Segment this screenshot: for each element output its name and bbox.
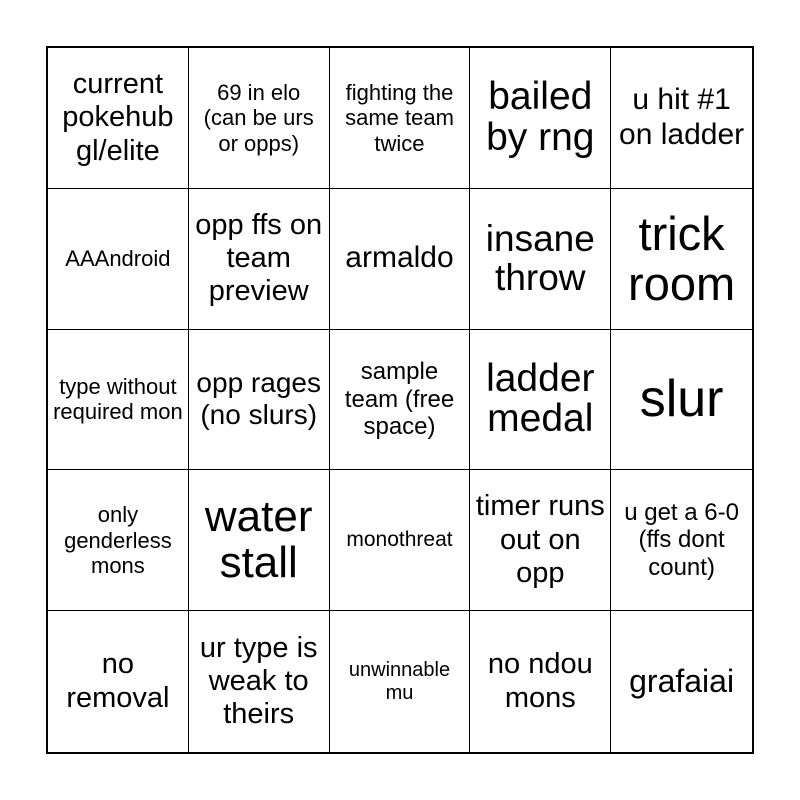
bingo-cell-bailed-by-rng[interactable] <box>470 48 611 189</box>
bingo-cell-grafaiai[interactable] <box>611 611 752 752</box>
cell-text: monothreat <box>346 528 453 552</box>
bingo-cell-trick-room[interactable] <box>611 189 752 330</box>
bingo-cell-timer-runs-out[interactable] <box>470 470 611 611</box>
cell-text: armaldo <box>345 241 454 275</box>
cell-text: fighting the same team twice <box>345 79 454 156</box>
cell-text: ur type is weak to theirs <box>199 631 318 731</box>
bingo-cell-unwinnable-mu[interactable] <box>330 611 471 752</box>
cell-text: 69 in elo (can be urs or opps) <box>203 79 314 156</box>
cell-text: opp rages (no slurs) <box>196 367 321 431</box>
cell-text: bailed by rng <box>486 74 595 159</box>
bingo-cell-opp-rages[interactable] <box>189 330 330 471</box>
bingo-cell-type-weak-to-theirs[interactable] <box>189 611 330 752</box>
bingo-cell-armaldo[interactable] <box>330 189 471 330</box>
cell-text: water stall <box>204 492 313 588</box>
bingo-cell-aaandroid[interactable] <box>48 189 189 330</box>
cell-text: current pokehub gl/elite <box>62 67 174 167</box>
bingo-cell-free-space[interactable] <box>330 330 471 471</box>
bingo-cell-slur[interactable] <box>611 330 752 471</box>
cell-text: no removal <box>66 648 170 714</box>
cell-text: sample team (free space) <box>344 358 455 441</box>
cell-text: timer runs out on opp <box>475 490 605 589</box>
cell-text: unwinnable mu <box>348 658 451 704</box>
cell-text: no ndou mons <box>487 648 593 714</box>
cell-text: slur <box>639 369 724 428</box>
bingo-cell-opp-ffs-team-preview[interactable] <box>189 189 330 330</box>
cell-text: opp ffs on team preview <box>195 208 323 308</box>
cell-text: grafaiai <box>629 663 735 700</box>
bingo-cell-u-get-6-0[interactable] <box>611 470 752 611</box>
bingo-cell-water-stall[interactable] <box>189 470 330 611</box>
cell-text: ladder medal <box>486 356 595 441</box>
cell-text: AAAndroid <box>65 246 171 272</box>
bingo-cell-no-ndou-mons[interactable] <box>470 611 611 752</box>
cell-text: trick room <box>628 207 736 310</box>
bingo-cell-current-pokehub[interactable] <box>48 48 189 189</box>
cell-text: u hit #1 on ladder <box>619 83 745 151</box>
bingo-cell-u-hit-1-on-ladder[interactable] <box>611 48 752 189</box>
bingo-cell-monothreat[interactable] <box>330 470 471 611</box>
cell-text: only genderless mons <box>64 502 172 578</box>
bingo-cell-ladder-medal[interactable] <box>470 330 611 471</box>
cell-text: u get a 6-0 (ffs dont count) <box>624 498 739 582</box>
bingo-cell-type-without-required-mon[interactable] <box>48 330 189 471</box>
bingo-cell-no-removal[interactable] <box>48 611 189 752</box>
bingo-cell-insane-throw[interactable] <box>470 189 611 330</box>
cell-text: type without required mon <box>53 374 183 425</box>
cell-text: insane throw <box>485 217 595 298</box>
bingo-cell-only-genderless-mons[interactable] <box>48 470 189 611</box>
bingo-board <box>46 46 754 754</box>
bingo-cell-69-in-elo[interactable] <box>189 48 330 189</box>
bingo-cell-fighting-same-team[interactable] <box>330 48 471 189</box>
